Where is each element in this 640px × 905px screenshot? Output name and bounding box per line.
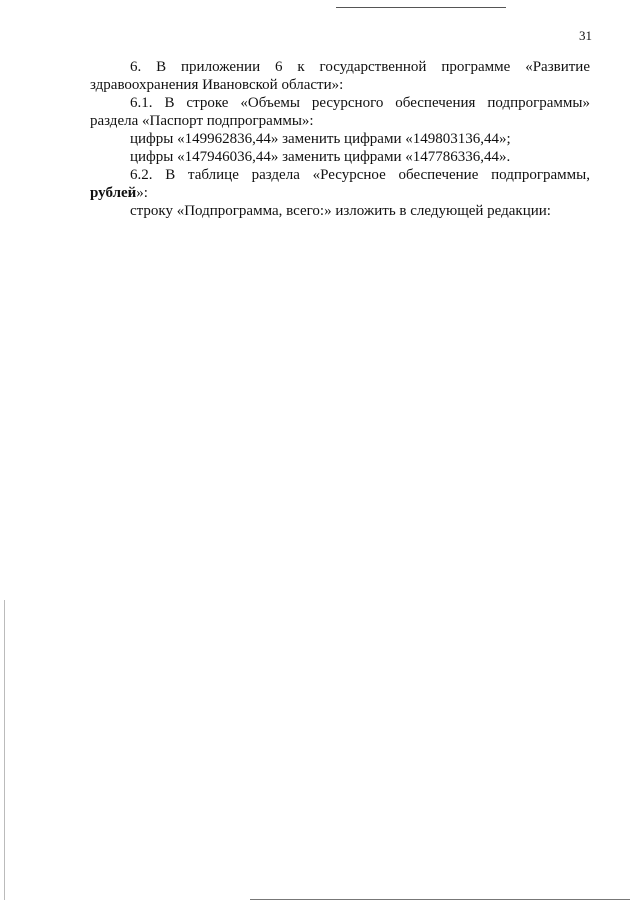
bold-word-rubles: рублей — [90, 185, 137, 201]
paragraph-6-2-tail: »: — [136, 185, 148, 201]
document-body — [90, 58, 590, 220]
paragraph-6-1-line2: раздела «Паспорт подпрограммы»: — [90, 113, 314, 129]
replacement-line-2: цифры «147946036,44» заменить цифрами «147786336,44». — [130, 149, 511, 165]
paragraph-6-2-instruction: строку «Подпрограмма, всего:» изложить в следующей редакции: — [130, 203, 551, 219]
bottom-rule — [250, 899, 630, 900]
paragraph-6-2-line1: 6.2. В таблице раздела «Ресурсное обеспечение подпрограммы, — [130, 167, 590, 183]
scan-edge — [4, 600, 5, 900]
replacement-line-1: цифры «149962836,44» заменить цифрами «149803136,44»; — [130, 131, 511, 147]
paragraph-6-line2: здравоохранения Ивановской области»: — [90, 77, 344, 93]
top-rule — [336, 7, 506, 8]
paragraph-6-1-line1: 6.1. В строке «Объемы ресурсного обеспечения подпрограммы» — [130, 95, 590, 111]
paragraph-6-line1: 6. В приложении 6 к государственной программе «Развитие — [130, 59, 590, 75]
paragraph-6-2-line2 — [90, 184, 590, 202]
page-number: 31 — [579, 28, 592, 43]
